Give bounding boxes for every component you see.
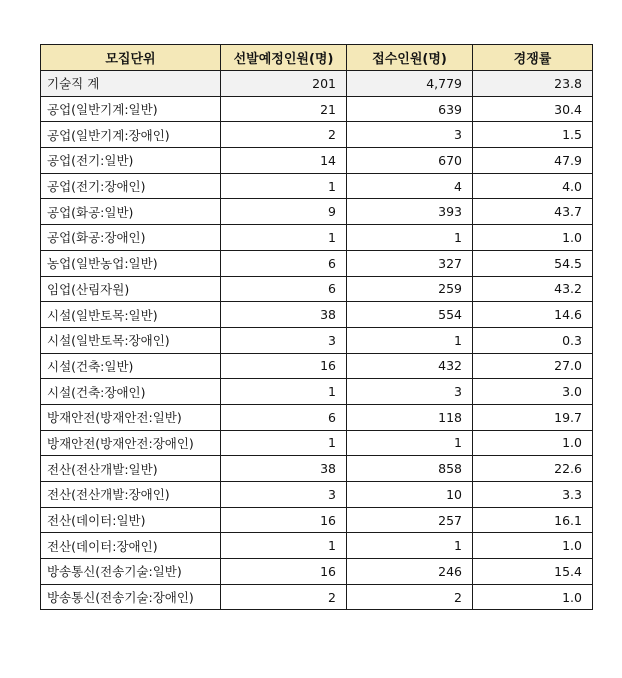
cell-recruit-unit: 시설(건축:일반) — [41, 353, 221, 379]
cell-applicant-count: 246 — [347, 559, 473, 585]
cell-planned-count: 16 — [221, 353, 347, 379]
cell-applicant-count: 1 — [347, 225, 473, 251]
table-row — [41, 379, 593, 405]
cell-recruit-unit: 전산(데이터:일반) — [41, 507, 221, 533]
cell-planned-count: 1 — [221, 379, 347, 405]
cell-recruit-unit: 농업(일반농업:일반) — [41, 250, 221, 276]
cell-competition-rate: 27.0 — [473, 353, 593, 379]
cell-planned-count: 1 — [221, 533, 347, 559]
table-row — [41, 302, 593, 328]
cell-recruit-unit: 공업(전기:장애인) — [41, 173, 221, 199]
table-row — [41, 482, 593, 508]
cell-applicant-count: 1 — [347, 533, 473, 559]
header-competition-rate: 경쟁률 — [473, 45, 593, 71]
header-row — [41, 45, 593, 71]
cell-planned-count: 16 — [221, 507, 347, 533]
cell-applicant-count: 4,779 — [347, 71, 473, 97]
cell-recruit-unit: 시설(일반토목:일반) — [41, 302, 221, 328]
cell-competition-rate: 54.5 — [473, 250, 593, 276]
cell-planned-count: 1 — [221, 173, 347, 199]
cell-applicant-count: 393 — [347, 199, 473, 225]
cell-recruit-unit: 전산(데이터:장애인) — [41, 533, 221, 559]
cell-recruit-unit: 방송통신(전송기술:장애인) — [41, 584, 221, 610]
cell-applicant-count: 2 — [347, 584, 473, 610]
table-row — [41, 456, 593, 482]
cell-competition-rate: 1.0 — [473, 584, 593, 610]
header-recruit-unit: 모집단위 — [41, 45, 221, 71]
cell-planned-count: 6 — [221, 250, 347, 276]
cell-recruit-unit: 방재안전(방재안전:장애인) — [41, 430, 221, 456]
cell-recruit-unit: 전산(전산개발:장애인) — [41, 482, 221, 508]
cell-planned-count: 2 — [221, 584, 347, 610]
cell-competition-rate: 14.6 — [473, 302, 593, 328]
cell-applicant-count: 4 — [347, 173, 473, 199]
cell-planned-count: 38 — [221, 302, 347, 328]
cell-applicant-count: 432 — [347, 353, 473, 379]
table-row — [41, 96, 593, 122]
cell-recruit-unit: 임업(산림자원) — [41, 276, 221, 302]
header-planned-count: 선발예정인원(명) — [221, 45, 347, 71]
table-row — [41, 199, 593, 225]
table-body — [41, 71, 593, 610]
table-row — [41, 225, 593, 251]
cell-recruit-unit: 시설(건축:장애인) — [41, 379, 221, 405]
cell-recruit-unit: 기술직 계 — [41, 71, 221, 97]
cell-competition-rate: 3.0 — [473, 379, 593, 405]
cell-planned-count: 2 — [221, 122, 347, 148]
cell-competition-rate: 43.7 — [473, 199, 593, 225]
cell-competition-rate: 47.9 — [473, 148, 593, 174]
cell-planned-count: 6 — [221, 276, 347, 302]
cell-applicant-count: 1 — [347, 327, 473, 353]
cell-applicant-count: 639 — [347, 96, 473, 122]
table-header — [41, 45, 593, 71]
cell-planned-count: 38 — [221, 456, 347, 482]
cell-applicant-count: 118 — [347, 404, 473, 430]
cell-planned-count: 201 — [221, 71, 347, 97]
table-row — [41, 559, 593, 585]
table-row — [41, 404, 593, 430]
cell-recruit-unit: 방재안전(방재안전:일반) — [41, 404, 221, 430]
cell-competition-rate: 22.6 — [473, 456, 593, 482]
table-row — [41, 173, 593, 199]
table-row — [41, 148, 593, 174]
cell-competition-rate: 30.4 — [473, 96, 593, 122]
header-applicant-count: 접수인원(명) — [347, 45, 473, 71]
table-row — [41, 584, 593, 610]
cell-recruit-unit: 방송통신(전송기술:일반) — [41, 559, 221, 585]
table-row — [41, 353, 593, 379]
cell-applicant-count: 3 — [347, 379, 473, 405]
competition-rate-table — [40, 44, 593, 610]
cell-planned-count: 6 — [221, 404, 347, 430]
cell-competition-rate: 15.4 — [473, 559, 593, 585]
cell-planned-count: 21 — [221, 96, 347, 122]
cell-recruit-unit: 공업(일반기계:장애인) — [41, 122, 221, 148]
cell-competition-rate: 1.0 — [473, 533, 593, 559]
competition-table-container — [40, 44, 592, 610]
cell-competition-rate: 1.5 — [473, 122, 593, 148]
cell-competition-rate: 4.0 — [473, 173, 593, 199]
cell-applicant-count: 670 — [347, 148, 473, 174]
table-row — [41, 122, 593, 148]
cell-applicant-count: 10 — [347, 482, 473, 508]
cell-recruit-unit: 공업(화공:일반) — [41, 199, 221, 225]
cell-applicant-count: 858 — [347, 456, 473, 482]
table-row — [41, 276, 593, 302]
table-row — [41, 533, 593, 559]
cell-applicant-count: 1 — [347, 430, 473, 456]
cell-applicant-count: 327 — [347, 250, 473, 276]
table-row — [41, 327, 593, 353]
cell-recruit-unit: 전산(전산개발:일반) — [41, 456, 221, 482]
table-row — [41, 507, 593, 533]
cell-recruit-unit: 공업(화공:장애인) — [41, 225, 221, 251]
table-row-total — [41, 71, 593, 97]
cell-competition-rate: 0.3 — [473, 327, 593, 353]
cell-competition-rate: 16.1 — [473, 507, 593, 533]
cell-applicant-count: 259 — [347, 276, 473, 302]
cell-applicant-count: 257 — [347, 507, 473, 533]
cell-recruit-unit: 공업(일반기계:일반) — [41, 96, 221, 122]
cell-competition-rate: 23.8 — [473, 71, 593, 97]
cell-planned-count: 1 — [221, 430, 347, 456]
cell-planned-count: 3 — [221, 482, 347, 508]
cell-recruit-unit: 시설(일반토목:장애인) — [41, 327, 221, 353]
cell-planned-count: 16 — [221, 559, 347, 585]
cell-competition-rate: 3.3 — [473, 482, 593, 508]
table-row — [41, 250, 593, 276]
cell-competition-rate: 1.0 — [473, 225, 593, 251]
cell-planned-count: 14 — [221, 148, 347, 174]
cell-planned-count: 1 — [221, 225, 347, 251]
cell-planned-count: 3 — [221, 327, 347, 353]
cell-competition-rate: 43.2 — [473, 276, 593, 302]
cell-applicant-count: 554 — [347, 302, 473, 328]
cell-recruit-unit: 공업(전기:일반) — [41, 148, 221, 174]
cell-applicant-count: 3 — [347, 122, 473, 148]
cell-competition-rate: 1.0 — [473, 430, 593, 456]
table-row — [41, 430, 593, 456]
cell-planned-count: 9 — [221, 199, 347, 225]
cell-competition-rate: 19.7 — [473, 404, 593, 430]
